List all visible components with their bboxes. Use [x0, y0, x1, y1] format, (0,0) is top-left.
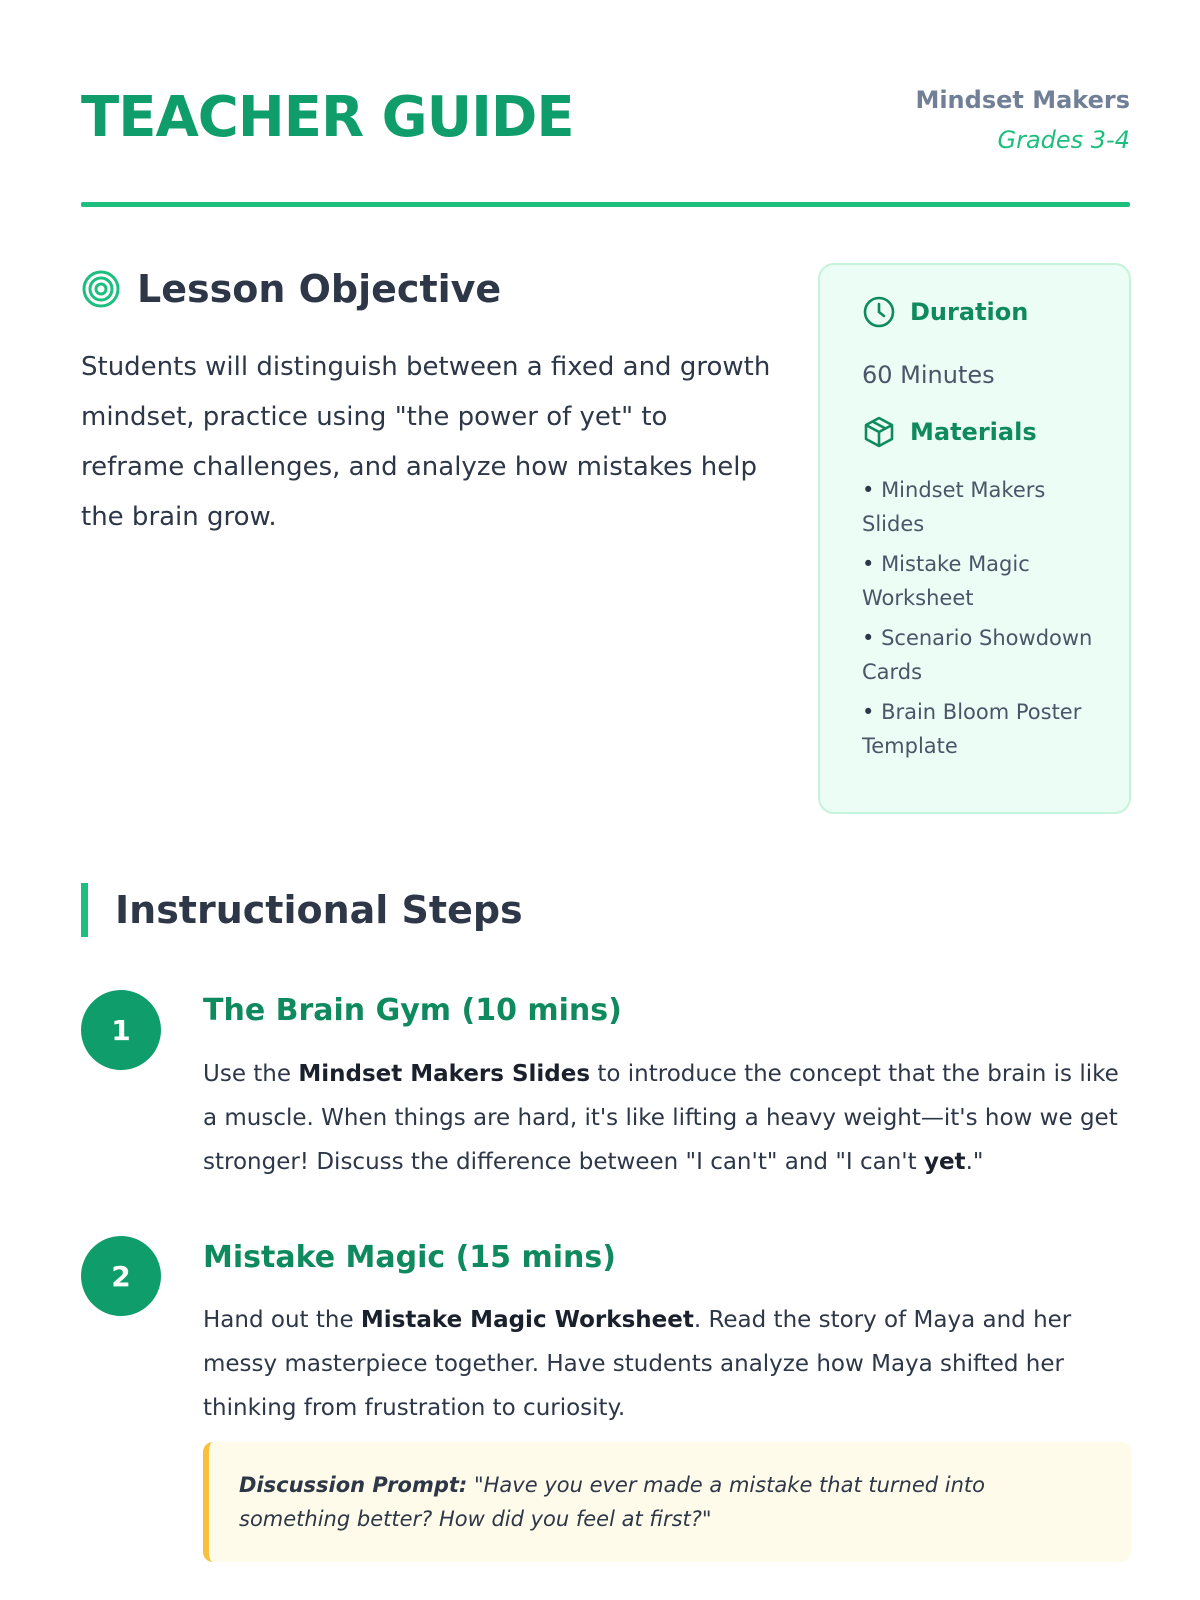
materials-heading: Materials: [910, 418, 1037, 446]
materials-list: [862, 473, 1102, 769]
step-text-segment: Hand out the: [203, 1307, 361, 1333]
step-bold-text: yet: [923, 1149, 966, 1175]
grade-level: Grades 3-4: [997, 126, 1130, 154]
list-item: • Mistake Magic Worksheet: [862, 547, 1102, 615]
target-icon: [81, 269, 121, 309]
step-text-segment: .": [965, 1149, 984, 1175]
step-description: [203, 1052, 1131, 1184]
step-number-badge: 1: [81, 990, 161, 1070]
prompt-label: Discussion Prompt:: [239, 1473, 468, 1497]
duration-heading: Duration: [910, 298, 1029, 326]
discussion-prompt: [203, 1442, 1131, 1562]
duration-heading-row: [862, 295, 1028, 329]
step-text-segment: to introduce the concept that the brain is like a muscle. When things are hard, it's like lifting a heavy weight—it's how we get stronger! Discuss the difference between "I can't" and "I can't: [203, 1061, 1119, 1175]
page-title: TEACHER GUIDE: [81, 85, 574, 150]
step-title: The Brain Gym (10 mins): [203, 993, 622, 1028]
objective-heading: Lesson Objective: [137, 267, 502, 311]
step-text-segment: Use the: [203, 1061, 299, 1087]
step-bold-text: Mindset Makers Slides: [298, 1061, 591, 1087]
list-item: • Brain Bloom Poster Template: [862, 695, 1102, 763]
materials-heading-row: [862, 415, 1037, 449]
list-item: • Scenario Showdown Cards: [862, 621, 1102, 689]
steps-heading: Instructional Steps: [115, 888, 523, 932]
step-text-segment: . Read the story of Maya and her messy masterpiece together. Have students analyze how Maya shifted her thinking from frustration to curiosity.: [203, 1307, 1072, 1421]
clock-icon: [862, 295, 896, 329]
duration-value: 60 Minutes: [862, 361, 995, 389]
step-bold-text: Mistake Magic Worksheet: [360, 1307, 694, 1333]
objective-text: Students will distinguish between a fixed and growth mindset, practice using "the power of yet" to reframe challenges, and analyze how mistakes help the brain grow.: [81, 352, 771, 532]
prompt-text: "Have you ever made a mistake that turned into something better? How did you feel at first?": [239, 1473, 985, 1531]
step-number-badge: 2: [81, 1236, 161, 1316]
objective-heading-row: [81, 264, 501, 314]
section-accent-bar: [81, 883, 88, 937]
step-description: [203, 1298, 1131, 1430]
lesson-info-card: [818, 263, 1131, 814]
header-divider: [81, 202, 1130, 207]
package-icon: [862, 415, 896, 449]
list-item: • Mindset Makers Slides: [862, 473, 1102, 541]
page-header: [81, 80, 1130, 206]
step-title: Mistake Magic (15 mins): [203, 1240, 616, 1275]
brand-name: Mindset Makers: [915, 86, 1130, 114]
